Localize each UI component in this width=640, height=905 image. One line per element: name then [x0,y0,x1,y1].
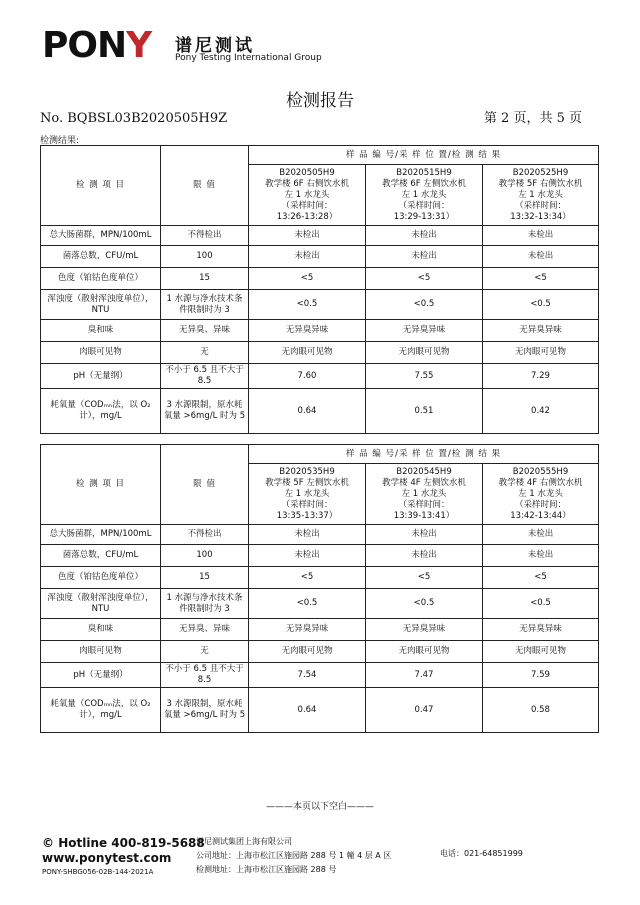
item-cell: 耗氧量（CODₘₙ法，以 O₂计），mg/L [41,389,161,434]
limit-cell: 100 [161,246,249,268]
result-cell: 无肉眼可见物 [366,342,483,364]
item-cell: pH（无量纲） [41,364,161,389]
result-cell: <5 [483,567,599,589]
sample-loc1: 教学楼 6F 右侧饮水机 [265,178,349,189]
result-cell: 0.58 [483,688,599,733]
limit-cell: 无 [161,342,249,364]
table-row [41,525,599,545]
result-cell: 无肉眼可见物 [483,641,599,663]
footer-address-2: 检测地址：上海市松江区施园路 288 号 [196,865,337,874]
result-cell: 0.64 [249,688,366,733]
sample-header [249,464,366,525]
result-cell: 7.55 [366,364,483,389]
result-cell: 0.51 [366,389,483,434]
sample-loc1: 教学楼 5F 左侧饮水机 [265,477,349,488]
footer-company-name: 谱尼测试集团上海有限公司 [196,837,292,846]
sample-id: B2020525H9 [512,167,569,178]
table-row [41,226,599,246]
footer-phone: 电话：021-64851999 [440,849,523,858]
results-table-1 [40,145,599,434]
table-row [41,567,599,589]
limit-cell: 无异臭、异味 [161,320,249,342]
results-table-2 [40,444,599,733]
limit-cell: 不得检出 [161,525,249,545]
logo-word: PON [42,25,127,66]
sample-time: 13:35-13:37） [276,510,338,521]
result-cell: 无肉眼可见物 [483,342,599,364]
table-row [41,688,599,733]
sample-loc1: 教学楼 6F 左侧饮水机 [382,178,466,189]
limit-cell: 100 [161,545,249,567]
result-cell: 0.47 [366,688,483,733]
result-cell: 7.47 [366,663,483,688]
footer-address-1: 公司地址：上海市松江区施园路 288 号 1 幢 4 层 A 区 [196,851,392,860]
result-cell: 未检出 [249,246,366,268]
table-row [41,268,599,290]
item-cell: 总大肠菌群，MPN/100mL [41,226,161,246]
sample-time-label: （采样时间： [281,200,333,211]
result-cell: <5 [249,268,366,290]
result-cell: <0.5 [249,589,366,619]
result-cell: 无肉眼可见物 [249,342,366,364]
result-cell: <0.5 [483,290,599,320]
limit-cell: 不小于 6.5 且不大于 8.5 [161,663,249,688]
limit-cell: 不小于 6.5 且不大于 8.5 [161,364,249,389]
result-cell: 无异臭异味 [366,320,483,342]
footer-company [196,835,391,877]
result-cell: 未检出 [366,525,483,545]
limit-cell: 1 水源与净水技术条件限制时为 3 [161,290,249,320]
result-cell: 未检出 [249,226,366,246]
item-cell: 浑浊度（散射浑浊度单位），NTU [41,589,161,619]
hotline: © Hotline 400-819-5688 [42,836,205,850]
limit-cell: 3 水源限制，原水耗氧量 >6mg/L 时为 5 [161,688,249,733]
header-sample-group: 样 品 编 号/采 样 位 置/检 测 结 果 [249,146,599,165]
sample-loc1: 教学楼 4F 左侧饮水机 [382,477,466,488]
sample-loc2: 左 1 水龙头 [284,488,330,499]
company-cn-name: 谱尼测试 [175,36,255,56]
item-cell: 总大肠菌群，MPN/100mL [41,525,161,545]
header-limit: 限 值 [161,146,249,226]
table-row [41,290,599,320]
table-row [41,663,599,688]
result-cell: <5 [249,567,366,589]
result-cell: 无异臭异味 [483,619,599,641]
sample-id: B2020535H9 [279,466,335,477]
table-row [41,389,599,434]
pony-logo [42,25,152,66]
limit-cell: 不得检出 [161,226,249,246]
sample-header [483,464,599,525]
result-cell: 7.59 [483,663,599,688]
result-cell: 无异臭异味 [249,320,366,342]
table-row [41,545,599,567]
result-cell: 0.42 [483,389,599,434]
sample-time-label: （采样时间： [281,499,333,510]
result-cell: 未检出 [366,545,483,567]
header-limit: 限 值 [161,445,249,525]
table-row [41,342,599,364]
table-row [41,246,599,268]
result-cell: 7.29 [483,364,599,389]
result-cell: <5 [366,567,483,589]
report-title: 检测报告 [286,91,354,111]
limit-cell: 1 水源与净水技术条件限制时为 3 [161,589,249,619]
limit-cell: 3 水源限制，原水耗氧量 >6mg/L 时为 5 [161,389,249,434]
sample-header [366,165,483,226]
sample-id: B2020515H9 [396,167,452,178]
sample-loc1: 教学楼 4F 右侧饮水机 [498,477,583,488]
limit-cell: 无 [161,641,249,663]
result-cell: <0.5 [366,589,483,619]
header-sample-group: 样 品 编 号/采 样 位 置/检 测 结 果 [249,445,599,464]
sample-id: B2020505H9 [279,167,335,178]
item-cell: 臭和味 [41,320,161,342]
sample-time-label: （采样时间： [398,499,450,510]
result-cell: 未检出 [249,525,366,545]
item-cell: 色度（铂钴色度单位） [41,268,161,290]
sample-header [366,464,483,525]
limit-cell: 无异臭、异味 [161,619,249,641]
sample-header [483,165,599,226]
limit-cell: 15 [161,567,249,589]
page-info: 第 2 页，共 5 页 [483,111,582,126]
logo-letter-y: Y [126,25,152,66]
result-cell: <0.5 [483,589,599,619]
sample-time: 13:32-13:34） [510,211,571,222]
end-of-page-note: ———本页以下空白——— [265,802,374,812]
sample-time-label: （采样时间： [515,499,567,510]
table-row [41,364,599,389]
item-cell: 浑浊度（散射浑浊度单位），NTU [41,290,161,320]
website: www.ponytest.com [42,851,172,865]
table-row [41,619,599,641]
item-cell: 菌落总数，CFU/mL [41,545,161,567]
sample-loc2: 左 1 水龙头 [401,488,447,499]
table-row [41,641,599,663]
result-cell: <0.5 [249,290,366,320]
result-cell: 无肉眼可见物 [366,641,483,663]
sample-time-label: （采样时间： [515,200,567,211]
item-cell: 耗氧量（CODₘₙ法，以 O₂计），mg/L [41,688,161,733]
result-cell: 无异臭异味 [366,619,483,641]
sample-time-label: （采样时间： [398,200,450,211]
result-cell: 未检出 [483,525,599,545]
item-cell: 臭和味 [41,619,161,641]
item-cell: 肉眼可见物 [41,641,161,663]
result-cell: 无异臭异味 [483,320,599,342]
sample-time: 13:39-13:41） [393,510,455,521]
result-cell: 无异臭异味 [249,619,366,641]
sample-loc2: 左 1 水龙头 [284,189,330,200]
header-item: 检 测 项 目 [41,445,161,525]
report-number: No. BQBSL03B2020505H9Z [40,111,228,126]
sample-loc2: 左 1 水龙头 [518,189,563,200]
item-cell: pH（无量纲） [41,663,161,688]
limit-cell: 15 [161,268,249,290]
result-cell: <0.5 [366,290,483,320]
result-cell: 无肉眼可见物 [249,641,366,663]
sample-time: 13:42-13:44） [510,510,571,521]
company-en-name: Pony Testing International Group [175,53,322,63]
result-cell: 未检出 [483,545,599,567]
item-cell: 肉眼可见物 [41,342,161,364]
hotline-text: Hotline 400-819-5688 [58,836,205,850]
item-cell: 色度（铂钴色度单位） [41,567,161,589]
sample-header [249,165,366,226]
result-cell: 未检出 [366,246,483,268]
result-cell: 未检出 [366,226,483,246]
table-row [41,589,599,619]
form-number: PONY-SHBG056-02B-144-2021A [42,868,154,876]
header-item: 检 测 项 目 [41,146,161,226]
sample-time: 13:29-13:31） [393,211,455,222]
result-cell: <5 [366,268,483,290]
result-cell: 7.60 [249,364,366,389]
sample-id: B2020545H9 [396,466,452,477]
result-cell: <5 [483,268,599,290]
result-cell: 7.54 [249,663,366,688]
result-cell: 未检出 [483,246,599,268]
sample-loc1: 教学楼 5F 右侧饮水机 [498,178,583,189]
sample-loc2: 左 1 水龙头 [518,488,563,499]
sample-id: B2020555H9 [512,466,569,477]
result-cell: 未检出 [249,545,366,567]
table-row [41,320,599,342]
result-cell: 0.64 [249,389,366,434]
item-cell: 菌落总数，CFU/mL [41,246,161,268]
results-label: 检测结果: [40,136,80,146]
sample-time: 13:26-13:28） [276,211,338,222]
sample-loc2: 左 1 水龙头 [401,189,447,200]
result-cell: 未检出 [483,226,599,246]
